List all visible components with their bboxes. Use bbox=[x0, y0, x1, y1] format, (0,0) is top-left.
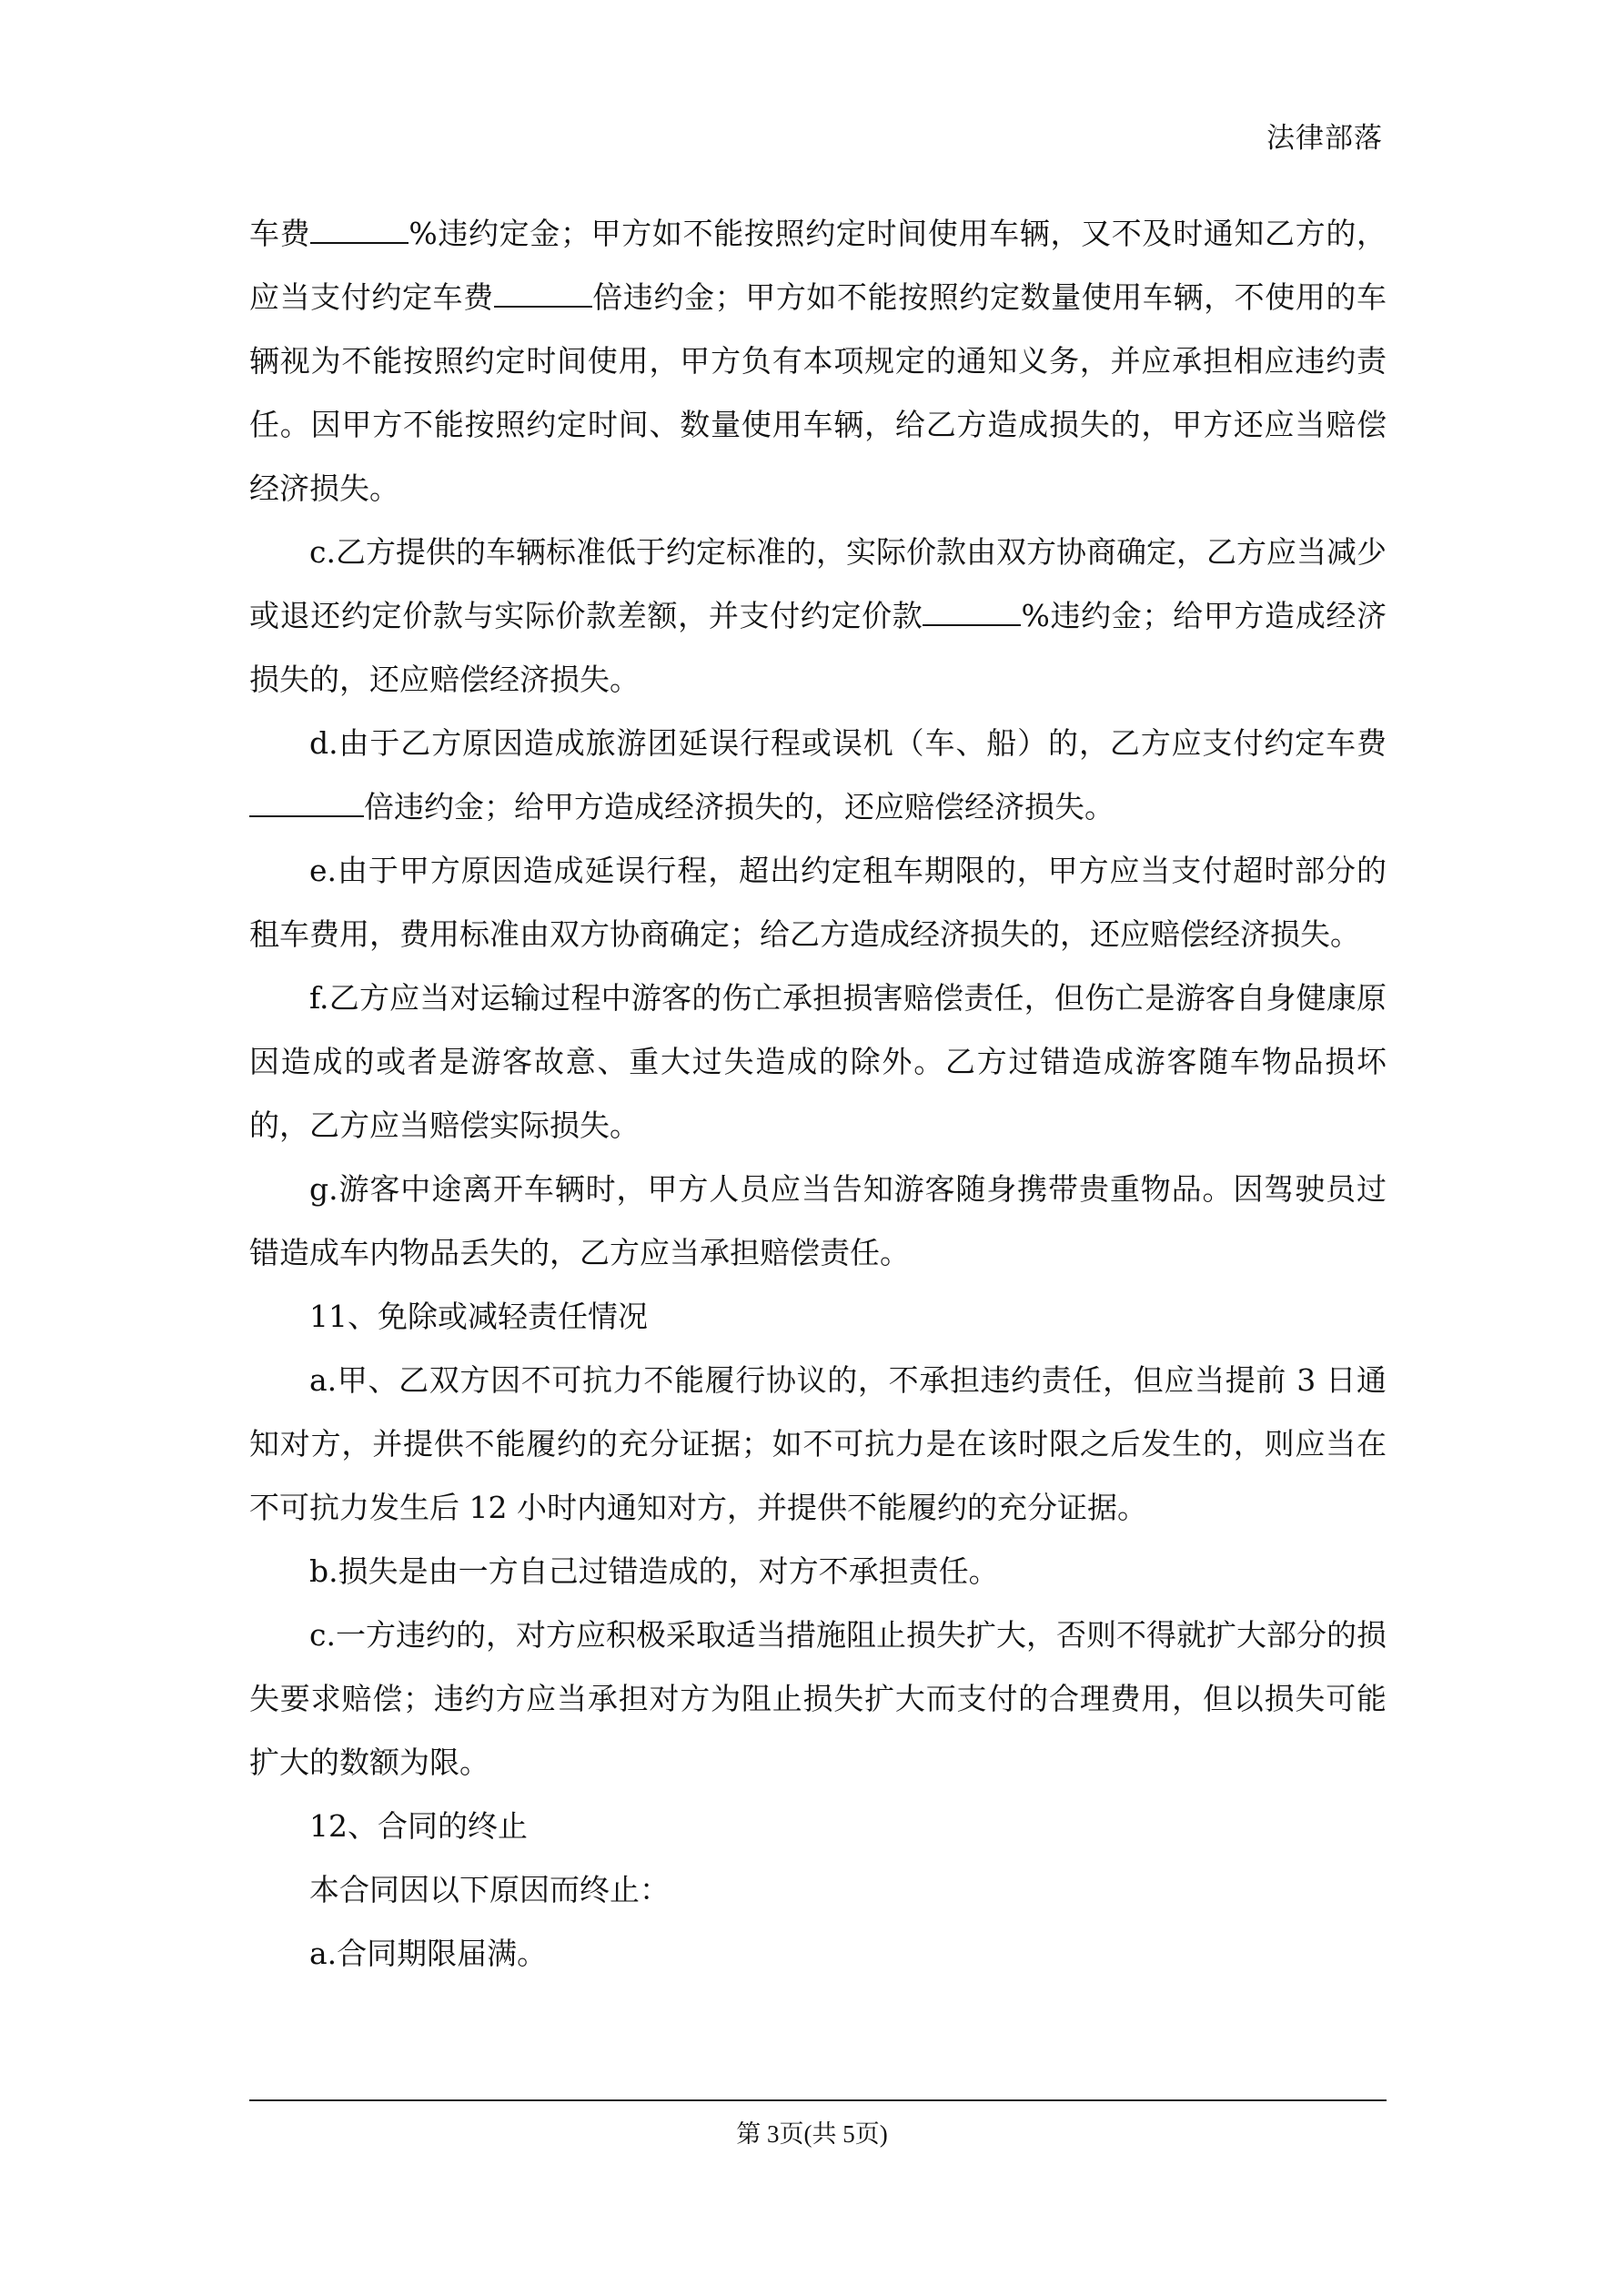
paragraph-item-e: e.由于甲方原因造成延误行程，超出约定租车期限的，甲方应当支付超时部分的租车费用，费用标准由双方协商确定；给乙方造成经济损失的，还应赔偿经济损失。 bbox=[249, 853, 1387, 952]
text: c.乙方提供的车辆标准低于约定标准的，实际价款由双方协商确定，乙方应当减少或退还约定价款与实际价款差额，并支付约定价款 bbox=[249, 534, 1387, 633]
paragraph-12-intro: 本合同因以下原因而终止： bbox=[309, 1872, 670, 1907]
section-heading-12: 12、合同的终止 bbox=[309, 1808, 528, 1844]
text: 车费 bbox=[249, 216, 311, 251]
fill-blank bbox=[249, 790, 364, 817]
fill-blank bbox=[310, 217, 409, 244]
text: 倍违约金；给甲方造成经济损失的，还应赔偿经济损失。 bbox=[364, 789, 1115, 824]
paragraph-item-g: g.游客中途离开车辆时，甲方人员应当告知游客随身携带贵重物品。因驾驶员过错造成车内物品丢失的，乙方应当承担赔偿责任。 bbox=[249, 1171, 1387, 1270]
paragraph-item-d bbox=[249, 712, 1387, 839]
page-number: 第 3页(共 5页) bbox=[736, 2120, 888, 2148]
paragraph-item-f: f.乙方应当对运输过程中游客的伤亡承担损害赔偿责任，但伤亡是游客自身健康原因造成的或者是游客故意、重大过失造成的除外。乙方过错造成游客随车物品损坏的，乙方应当赔偿实际损失。 bbox=[249, 980, 1387, 1143]
document-body bbox=[249, 202, 1387, 1986]
paragraph-penalty-continued bbox=[249, 202, 1387, 521]
section-heading-11: 11、免除或减轻责任情况 bbox=[309, 1299, 648, 1334]
fill-blank bbox=[923, 599, 1021, 626]
paragraph-11-c: c.一方违约的，对方应积极采取适当措施阻止损失扩大，否则不得就扩大部分的损失要求赔偿；违约方应当承担对方为阻止损失扩大而支付的合理费用，但以损失可能扩大的数额为限。 bbox=[249, 1617, 1387, 1780]
text: %违约定金；甲方如不能按照约定时间使用车辆，又不及时通知乙方的，应当支付约定车费 bbox=[249, 216, 1387, 315]
text: %违约金；给甲方造成经济损失的，还应赔偿经济损失。 bbox=[249, 598, 1387, 697]
footer-divider bbox=[249, 2099, 1387, 2101]
header-brand: 法律部落 bbox=[1266, 122, 1383, 155]
paragraph-11-a: a.甲、乙双方因不可抗力不能履行协议的，不承担违约责任，但应当提前 3 日通知对方，并提供不能履约的充分证据；如不可抗力是在该时限之后发生的，则应当在不可抗力发生后 12 小时内通知对方，并提供不能履约的充分证据。 bbox=[249, 1362, 1387, 1525]
fill-blank bbox=[494, 280, 592, 308]
paragraph-11-b: b.损失是由一方自己过错造成的，对方不承担责任。 bbox=[309, 1553, 999, 1589]
text: d.由于乙方原因造成旅游团延误行程或误机（车、船）的，乙方应支付约定车费 bbox=[309, 725, 1387, 761]
paragraph-item-c bbox=[249, 521, 1387, 712]
text: 倍违约金；甲方如不能按照约定数量使用车辆，不使用的车辆视为不能按照约定时间使用，甲方负有本项规定的通知义务，并应承担相应违约责任。因甲方不能按照约定时间、数量使用车辆，给乙方造成损失的，甲方还应当赔偿经济损失。 bbox=[249, 279, 1387, 506]
paragraph-12-a: a.合同期限届满。 bbox=[309, 1936, 548, 1971]
